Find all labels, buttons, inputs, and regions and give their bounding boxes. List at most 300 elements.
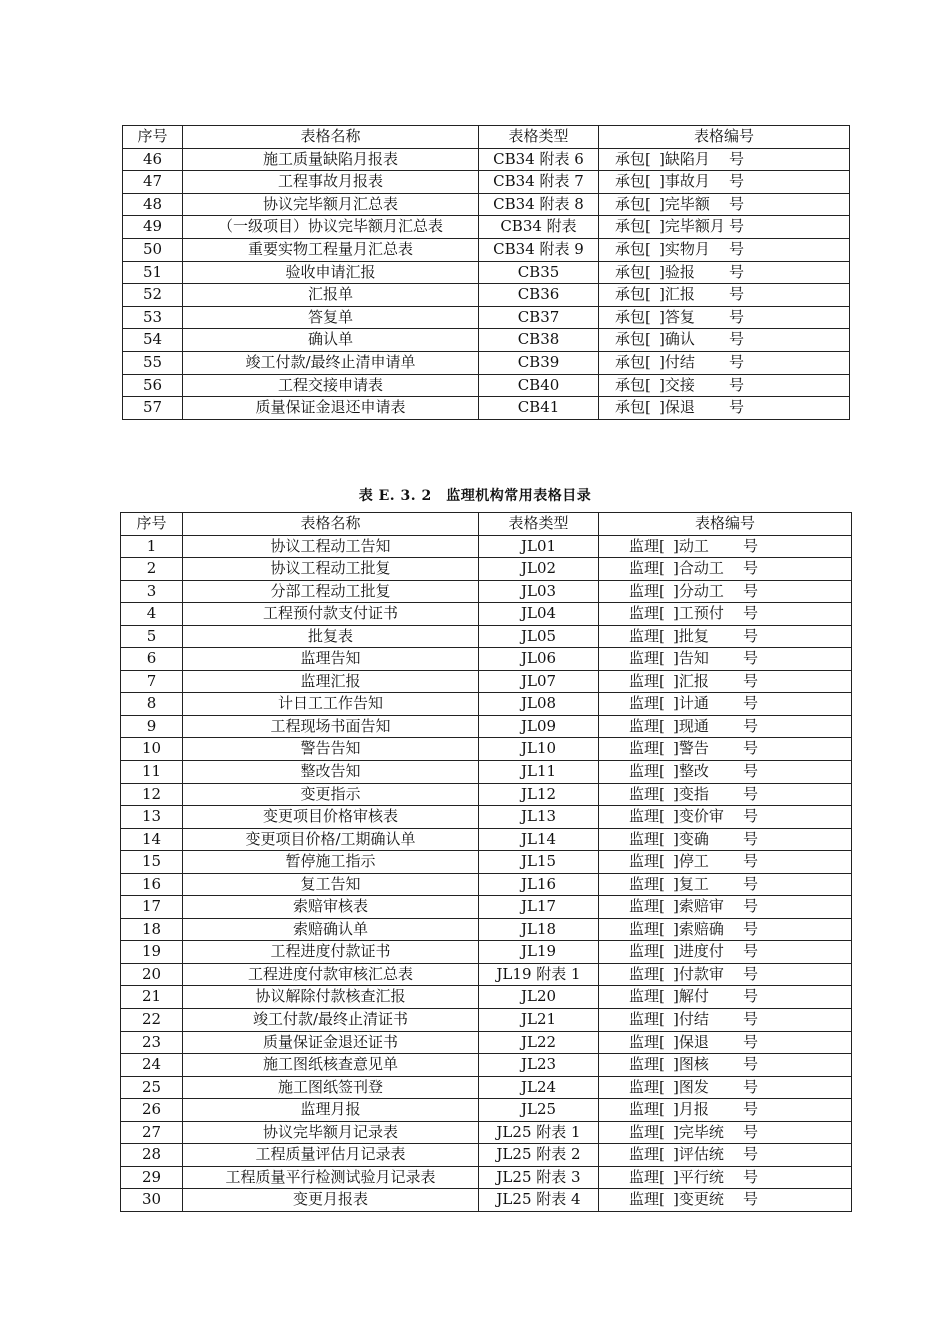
form-name: 答复单 (183, 306, 479, 329)
table-row (121, 761, 852, 784)
code-suffix: 号 (743, 1122, 759, 1141)
form-code-wrap (599, 784, 851, 806)
table-header-row (121, 513, 852, 536)
form-name: 工程质量平行检测试验月记录表 (183, 1166, 479, 1189)
form-type: JL16 (479, 873, 599, 896)
form-name: 索赔审核表 (183, 896, 479, 919)
row-number: 12 (121, 783, 183, 806)
form-code (599, 806, 852, 829)
row-number: 8 (121, 693, 183, 716)
form-code-wrap (599, 307, 849, 329)
table-row (123, 351, 850, 374)
form-name: 分部工程动工批复 (183, 580, 479, 603)
code-kind: ]解付 (673, 987, 709, 1006)
header-code: 表格编号 (599, 126, 850, 149)
form-type: CB34 附表 6 (479, 148, 599, 171)
row-number: 13 (121, 806, 183, 829)
code-prefix: 承包[ (615, 217, 651, 236)
form-code-wrap (599, 761, 851, 783)
form-code-wrap (599, 149, 849, 171)
contractor-forms-table (122, 125, 850, 420)
code-kind: ]缺陷月 (659, 149, 710, 168)
code-prefix: 承包[ (615, 149, 651, 168)
header-type: 表格类型 (479, 126, 599, 149)
code-prefix: 监理[ (629, 874, 665, 893)
form-type: JL02 (479, 558, 599, 581)
form-type: CB34 附表 8 (479, 193, 599, 216)
form-name: 施工图纸核查意见单 (183, 1054, 479, 1077)
code-kind: ]付款审 (673, 964, 724, 983)
code-suffix: 号 (729, 330, 745, 349)
header-code: 表格编号 (599, 513, 852, 536)
form-code-wrap (599, 194, 849, 216)
code-prefix: 监理[ (629, 762, 665, 781)
row-number: 18 (121, 918, 183, 941)
table-row (121, 1009, 852, 1032)
code-suffix: 号 (729, 307, 745, 326)
table-row (121, 1076, 852, 1099)
form-type: JL09 (479, 715, 599, 738)
form-code-wrap (599, 1144, 851, 1166)
form-code (599, 535, 852, 558)
form-code (599, 1009, 852, 1032)
form-type: CB40 (479, 374, 599, 397)
form-type: CB38 (479, 329, 599, 352)
code-suffix: 号 (743, 1010, 759, 1029)
row-number: 1 (121, 535, 183, 558)
code-prefix: 监理[ (629, 919, 665, 938)
code-kind: ]平行统 (673, 1167, 724, 1186)
form-name: 协议完毕额月记录表 (183, 1121, 479, 1144)
form-code-wrap (599, 1032, 851, 1054)
table-row (121, 1144, 852, 1167)
table-row (121, 1099, 852, 1122)
form-code-wrap (599, 239, 849, 261)
form-code (599, 558, 852, 581)
row-number: 17 (121, 896, 183, 919)
row-number: 5 (121, 625, 183, 648)
form-code (599, 216, 850, 239)
code-suffix: 号 (729, 285, 745, 304)
table-row (123, 171, 850, 194)
form-name: 确认单 (183, 329, 479, 352)
code-prefix: 承包[ (615, 285, 651, 304)
code-prefix: 监理[ (629, 1032, 665, 1051)
code-kind: ]完毕统 (673, 1122, 724, 1141)
code-kind: ]保退 (673, 1032, 709, 1051)
code-prefix: 监理[ (629, 1077, 665, 1096)
form-code (599, 374, 850, 397)
code-prefix: 监理[ (629, 739, 665, 758)
code-prefix: 承包[ (615, 307, 651, 326)
form-code (599, 329, 850, 352)
code-kind: ]进度付 (673, 942, 724, 961)
code-suffix: 号 (743, 784, 759, 803)
header-name: 表格名称 (183, 126, 479, 149)
code-kind: ]评估统 (673, 1145, 724, 1164)
form-type: CB35 (479, 261, 599, 284)
code-prefix: 监理[ (629, 897, 665, 916)
row-number: 48 (123, 193, 183, 216)
code-suffix: 号 (743, 694, 759, 713)
row-number: 26 (121, 1099, 183, 1122)
form-type: JL06 (479, 648, 599, 671)
code-kind: ]汇报 (659, 285, 695, 304)
code-suffix: 号 (743, 671, 759, 690)
code-prefix: 监理[ (629, 807, 665, 826)
code-prefix: 监理[ (629, 604, 665, 623)
form-name: 施工质量缺陷月报表 (183, 148, 479, 171)
form-name: 变更月报表 (183, 1189, 479, 1212)
form-type: JL10 (479, 738, 599, 761)
form-type: JL25 附表 2 (479, 1144, 599, 1167)
form-type: JL22 (479, 1031, 599, 1054)
form-code (599, 1031, 852, 1054)
form-type: CB34 附表 7 (479, 171, 599, 194)
row-number: 56 (123, 374, 183, 397)
code-suffix: 号 (729, 352, 745, 371)
table-row (123, 397, 850, 420)
form-code (599, 851, 852, 874)
form-code-wrap (599, 284, 849, 306)
supervision-forms-table (120, 512, 852, 1212)
form-name: 变更指示 (183, 783, 479, 806)
row-number: 46 (123, 148, 183, 171)
supervision-forms-body (121, 513, 852, 1212)
contractor-forms-body (123, 126, 850, 420)
row-number: 24 (121, 1054, 183, 1077)
code-prefix: 监理[ (629, 1122, 665, 1141)
form-code (599, 397, 850, 420)
form-code-wrap (599, 829, 851, 851)
code-suffix: 号 (729, 398, 745, 417)
code-suffix: 号 (743, 1077, 759, 1096)
form-name: 工程事故月报表 (183, 171, 479, 194)
table-row (121, 738, 852, 761)
table-row (121, 535, 852, 558)
form-type: JL19 附表 1 (479, 963, 599, 986)
table-caption: 表 E. 3. 2 监理机构常用表格目录 (358, 488, 592, 504)
code-kind: ]警告 (673, 739, 709, 758)
form-name: 计日工工作告知 (183, 693, 479, 716)
table-row (123, 284, 850, 307)
form-name: 整改告知 (183, 761, 479, 784)
code-suffix: 号 (743, 1167, 759, 1186)
form-code (599, 238, 850, 261)
table-row (121, 693, 852, 716)
form-code (599, 603, 852, 626)
form-code-wrap (599, 806, 851, 828)
table-row (123, 306, 850, 329)
row-number: 3 (121, 580, 183, 603)
form-code (599, 693, 852, 716)
form-type: JL15 (479, 851, 599, 874)
form-type: JL18 (479, 918, 599, 941)
code-kind: ]变价审 (673, 807, 724, 826)
code-suffix: 号 (729, 194, 745, 213)
form-name: 工程交接申请表 (183, 374, 479, 397)
form-type: JL24 (479, 1076, 599, 1099)
form-code-wrap (599, 986, 851, 1008)
form-name: 协议解除付款核查汇报 (183, 986, 479, 1009)
code-suffix: 号 (743, 852, 759, 871)
form-code-wrap (599, 1189, 851, 1211)
form-name: 协议完毕额月汇总表 (183, 193, 479, 216)
form-code-wrap (599, 397, 849, 419)
code-suffix: 号 (743, 626, 759, 645)
form-code (599, 580, 852, 603)
table-row (123, 216, 850, 239)
form-name: 复工告知 (183, 873, 479, 896)
form-code-wrap (599, 738, 851, 760)
code-prefix: 承包[ (615, 352, 651, 371)
code-suffix: 号 (743, 1190, 759, 1209)
table-row (121, 941, 852, 964)
form-type: CB37 (479, 306, 599, 329)
form-name: 竣工付款/最终止清申请单 (183, 351, 479, 374)
row-number: 55 (123, 351, 183, 374)
form-name: 竣工付款/最终止清证书 (183, 1009, 479, 1032)
row-number: 14 (121, 828, 183, 851)
row-number: 25 (121, 1076, 183, 1099)
form-code-wrap (599, 693, 851, 715)
form-name: 工程质量评估月记录表 (183, 1144, 479, 1167)
form-name: 索赔确认单 (183, 918, 479, 941)
code-suffix: 号 (743, 942, 759, 961)
form-name: （一级项目）协议完毕额月汇总表 (183, 216, 479, 239)
code-kind: ]实物月 (659, 239, 710, 258)
form-name: 监理月报 (183, 1099, 479, 1122)
form-code-wrap (599, 919, 851, 941)
row-number: 10 (121, 738, 183, 761)
code-kind: ]索赔确 (673, 919, 724, 938)
form-code-wrap (599, 1054, 851, 1076)
form-code-wrap (599, 1167, 851, 1189)
form-type: JL20 (479, 986, 599, 1009)
code-kind: ]答复 (659, 307, 695, 326)
code-kind: ]变指 (673, 784, 709, 803)
form-name: 协议工程动工告知 (183, 535, 479, 558)
form-code-wrap (599, 536, 851, 558)
form-code (599, 1121, 852, 1144)
form-code (599, 148, 850, 171)
form-code-wrap (599, 964, 851, 986)
form-code-wrap (599, 171, 849, 193)
form-code-wrap (599, 896, 851, 918)
table-row (121, 1054, 852, 1077)
row-number: 23 (121, 1031, 183, 1054)
header-name: 表格名称 (183, 513, 479, 536)
code-prefix: 监理[ (629, 1010, 665, 1029)
table-row (123, 238, 850, 261)
row-number: 51 (123, 261, 183, 284)
form-type: JL23 (479, 1054, 599, 1077)
code-kind: ]分动工 (673, 581, 724, 600)
form-type: JL01 (479, 535, 599, 558)
code-suffix: 号 (743, 559, 759, 578)
row-number: 11 (121, 761, 183, 784)
table-row (121, 580, 852, 603)
code-suffix: 号 (743, 829, 759, 848)
table-row (121, 1031, 852, 1054)
form-code (599, 171, 850, 194)
table-row (121, 918, 852, 941)
form-name: 验收申请汇报 (183, 261, 479, 284)
form-type: JL07 (479, 670, 599, 693)
form-name: 质量保证金退还申请表 (183, 397, 479, 420)
code-kind: ]计通 (673, 694, 709, 713)
form-type: JL21 (479, 1009, 599, 1032)
form-code (599, 284, 850, 307)
form-type: JL25 附表 4 (479, 1189, 599, 1212)
form-type: JL17 (479, 896, 599, 919)
header-no: 序号 (121, 513, 183, 536)
table-row (121, 896, 852, 919)
form-code (599, 1189, 852, 1212)
form-name: 工程现场书面告知 (183, 715, 479, 738)
code-kind: ]付结 (673, 1010, 709, 1029)
form-code (599, 828, 852, 851)
code-suffix: 号 (743, 874, 759, 893)
form-name: 施工图纸签刊登 (183, 1076, 479, 1099)
code-suffix: 号 (729, 149, 745, 168)
code-prefix: 监理[ (629, 626, 665, 645)
table-row (123, 148, 850, 171)
row-number: 49 (123, 216, 183, 239)
code-prefix: 监理[ (629, 649, 665, 668)
code-suffix: 号 (743, 1100, 759, 1119)
code-prefix: 承包[ (615, 172, 651, 191)
code-kind: ]整改 (673, 762, 709, 781)
form-code-wrap (599, 603, 851, 625)
form-code-wrap (599, 626, 851, 648)
code-prefix: 监理[ (629, 671, 665, 690)
form-type: CB34 附表 (479, 216, 599, 239)
row-number: 16 (121, 873, 183, 896)
table-row (121, 670, 852, 693)
form-code-wrap (599, 874, 851, 896)
table-row (121, 963, 852, 986)
code-prefix: 承包[ (615, 262, 651, 281)
code-suffix: 号 (743, 919, 759, 938)
row-number: 22 (121, 1009, 183, 1032)
code-kind: ]变更统 (673, 1190, 724, 1209)
code-kind: ]合动工 (673, 559, 724, 578)
form-name: 重要实物工程量月汇总表 (183, 238, 479, 261)
form-type: JL25 附表 1 (479, 1121, 599, 1144)
code-suffix: 号 (743, 987, 759, 1006)
form-code (599, 625, 852, 648)
code-suffix: 号 (743, 581, 759, 600)
form-code (599, 261, 850, 284)
code-prefix: 监理[ (629, 581, 665, 600)
code-suffix: 号 (729, 262, 745, 281)
row-number: 47 (123, 171, 183, 194)
form-code-wrap (599, 1122, 851, 1144)
form-code-wrap (599, 941, 851, 963)
form-type: JL19 (479, 941, 599, 964)
form-code-wrap (599, 352, 849, 374)
form-code (599, 896, 852, 919)
form-code (599, 1099, 852, 1122)
form-type: JL05 (479, 625, 599, 648)
code-kind: ]动工 (673, 536, 709, 555)
code-kind: ]交接 (659, 375, 695, 394)
code-suffix: 号 (729, 217, 745, 236)
form-name: 协议工程动工批复 (183, 558, 479, 581)
form-code-wrap (599, 558, 851, 580)
form-type: JL04 (479, 603, 599, 626)
row-number: 7 (121, 670, 183, 693)
form-code-wrap (599, 671, 851, 693)
code-prefix: 监理[ (629, 1145, 665, 1164)
row-number: 6 (121, 648, 183, 671)
form-name: 变更项目价格审核表 (183, 806, 479, 829)
form-code-wrap (599, 716, 851, 738)
row-number: 9 (121, 715, 183, 738)
form-code (599, 306, 850, 329)
code-prefix: 监理[ (629, 987, 665, 1006)
form-code-wrap (599, 1009, 851, 1031)
code-suffix: 号 (743, 649, 759, 668)
table-row (121, 806, 852, 829)
form-code (599, 351, 850, 374)
form-code (599, 963, 852, 986)
form-name: 质量保证金退还证书 (183, 1031, 479, 1054)
form-code (599, 783, 852, 806)
form-name: 汇报单 (183, 284, 479, 307)
form-code-wrap (599, 648, 851, 670)
row-number: 28 (121, 1144, 183, 1167)
code-suffix: 号 (729, 172, 745, 191)
code-prefix: 监理[ (629, 829, 665, 848)
row-number: 21 (121, 986, 183, 1009)
code-suffix: 号 (743, 1145, 759, 1164)
code-kind: ]汇报 (673, 671, 709, 690)
table-row (121, 603, 852, 626)
form-name: 暂停施工指示 (183, 851, 479, 874)
form-code-wrap (599, 1099, 851, 1121)
code-prefix: 监理[ (629, 942, 665, 961)
form-code (599, 1144, 852, 1167)
code-prefix: 监理[ (629, 852, 665, 871)
code-kind: ]完毕额月 (659, 217, 725, 236)
form-name: 工程进度付款证书 (183, 941, 479, 964)
form-type: JL14 (479, 828, 599, 851)
header-type: 表格类型 (479, 513, 599, 536)
row-number: 27 (121, 1121, 183, 1144)
code-prefix: 监理[ (629, 964, 665, 983)
code-prefix: 监理[ (629, 1055, 665, 1074)
code-kind: ]月报 (673, 1100, 709, 1119)
table-row (121, 851, 852, 874)
code-prefix: 监理[ (629, 1167, 665, 1186)
form-code (599, 873, 852, 896)
form-code-wrap (599, 329, 849, 351)
form-code (599, 715, 852, 738)
form-type: JL25 (479, 1099, 599, 1122)
form-code-wrap (599, 216, 849, 238)
table-row (121, 1121, 852, 1144)
form-name: 监理告知 (183, 648, 479, 671)
table-row (123, 374, 850, 397)
form-type: JL11 (479, 761, 599, 784)
code-prefix: 监理[ (629, 1100, 665, 1119)
table-row (121, 1189, 852, 1212)
form-type: CB34 附表 9 (479, 238, 599, 261)
code-suffix: 号 (743, 536, 759, 555)
code-prefix: 监理[ (629, 536, 665, 555)
